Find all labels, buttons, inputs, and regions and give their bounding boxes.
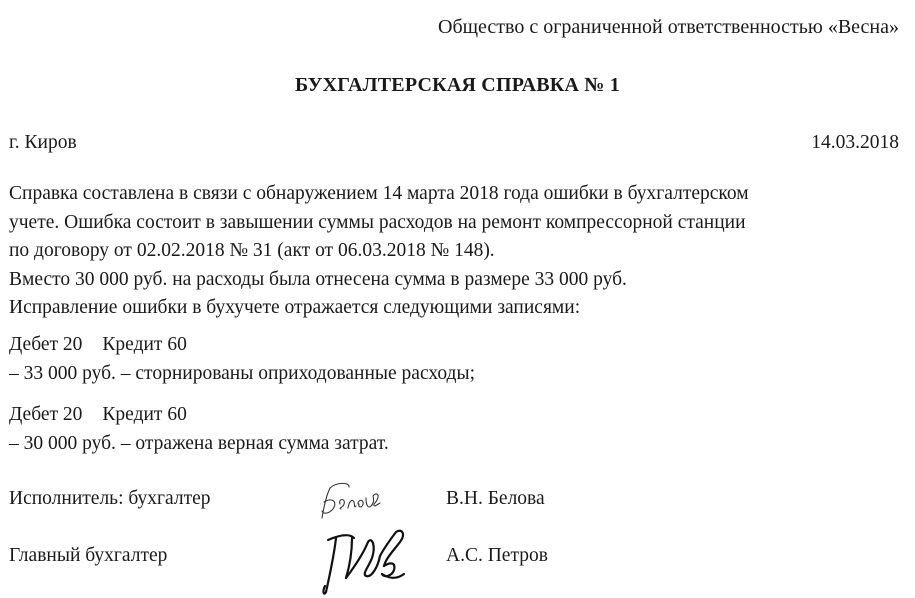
- body-line: учете. Ошибка состоит в завышении суммы расходов на ремонт компрессорной станции: [9, 211, 746, 233]
- entry-description: – 30 000 руб. – отражена верная сумма затрат.: [9, 432, 389, 454]
- entry-description: – 33 000 руб. – сторнированы оприходованные расходы;: [9, 362, 476, 384]
- body-line: Справка составлена в связи с обнаружением 14 марта 2018 года ошибки в бухгалтерском: [9, 183, 749, 204]
- document-date: 14.03.2018: [811, 132, 899, 153]
- document-title: БУХГАЛТЕРСКАЯ СПРАВКА № 1: [295, 74, 620, 96]
- accountant-signature: [316, 478, 396, 523]
- signatory-name: В.Н. Белова: [446, 488, 545, 509]
- entry-credit: Кредит 60: [102, 404, 187, 425]
- body-line: Вместо 30 000 руб. на расходы была отнесена сумма в размере 33 000 руб.: [9, 268, 627, 290]
- entry-credit: Кредит 60: [102, 334, 187, 355]
- accounting-entry: [9, 331, 475, 388]
- document-city: г. Киров: [9, 132, 77, 153]
- body-line: по договору от 02.02.2018 № 31 (акт от 06.03.2018 № 148).: [9, 240, 495, 262]
- accounting-entry: [9, 401, 389, 458]
- signatory-role: Главный бухгалтер: [9, 545, 168, 566]
- organization-name: Общество с ограниченной ответственностью «Весна»: [438, 16, 899, 38]
- chief-accountant-signature: [318, 522, 418, 598]
- document-body: [9, 180, 749, 323]
- body-line: Исправление ошибки в бухучете отражается следующими записями:: [9, 297, 581, 319]
- signatory-role: Исполнитель: бухгалтер: [9, 488, 211, 509]
- entry-debit: Дебет 20: [9, 334, 83, 355]
- entry-accounts: [9, 401, 389, 430]
- signatory-name: А.С. Петров: [446, 545, 548, 566]
- entry-debit: Дебет 20: [9, 404, 83, 425]
- entry-accounts: [9, 331, 475, 360]
